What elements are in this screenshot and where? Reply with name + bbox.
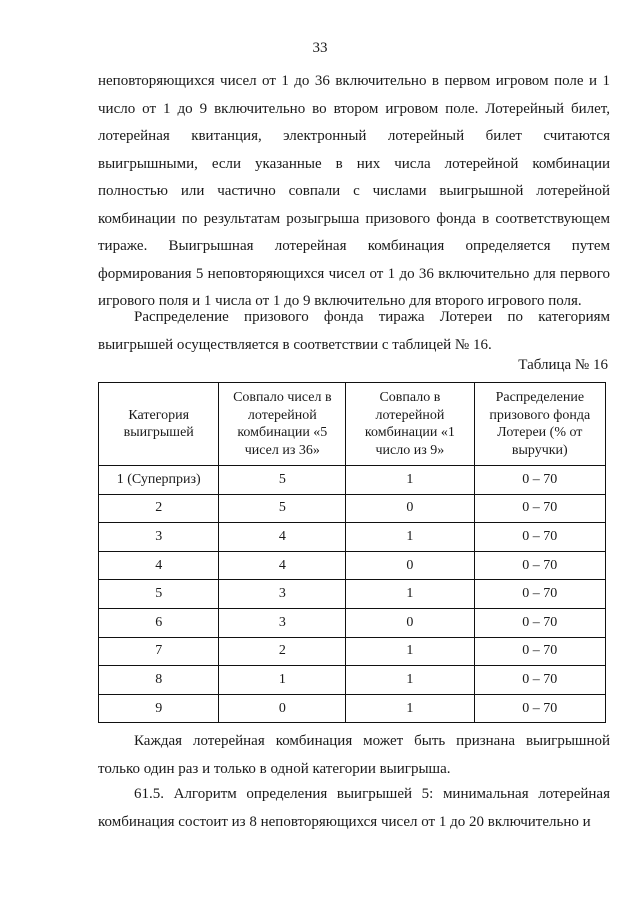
cell-matched-extra: 1 xyxy=(346,694,474,723)
table-header-row xyxy=(99,383,606,466)
cell-matched-main: 5 xyxy=(219,494,346,523)
cell-matched-main: 5 xyxy=(219,466,346,495)
cell-matched-extra: 1 xyxy=(346,580,474,609)
cell-matched-extra: 0 xyxy=(346,494,474,523)
cell-category: 2 xyxy=(99,494,219,523)
page-number: 33 xyxy=(312,40,328,56)
cell-category: 8 xyxy=(99,666,219,695)
cell-prize-share: 0 – 70 xyxy=(474,637,605,666)
header-matched-5-of-36: Совпало чисел в лотерейной комбинации «5 чисел из 36» xyxy=(219,383,346,466)
cell-category: 7 xyxy=(99,637,219,666)
prize-distribution-table xyxy=(98,382,606,723)
cell-prize-share: 0 – 70 xyxy=(474,580,605,609)
cell-category: 3 xyxy=(99,523,219,552)
cell-matched-extra: 1 xyxy=(346,666,474,695)
cell-prize-share: 0 – 70 xyxy=(474,466,605,495)
cell-matched-main: 4 xyxy=(219,523,346,552)
cell-prize-share: 0 – 70 xyxy=(474,694,605,723)
cell-matched-extra: 0 xyxy=(346,608,474,637)
paragraph-lottery-combination: неповторяющихся чисел от 1 до 36 включительно в первом игровом поле и 1 число от 1 до 9 включительно во втором игровом поле. Лотерейный билет, лотерейная квитанция, электронный лотерейный билет считаются выигрышными, если указанные в них числа лотерейной комбинации полностью или частично совпали с числами выигрышной лотерейной комбинации по результатам розыгрыша призового фонда в соответствующем тираже. Выигрышная лотерейная комбинация определяется путем формирования 5 неповторяющихся чисел от 1 до 36 включительно для первого игрового поля и 1 числа от 1 до 9 включительно для второго игрового поля. xyxy=(98,73,610,309)
cell-matched-main: 3 xyxy=(219,580,346,609)
paragraph-algorithm-5: 61.5. Алгоритм определения выигрышей 5: минимальная лотерейная комбинация состоит из 8 неповторяющихся чисел от 1 до 20 включительно и xyxy=(98,786,610,830)
cell-category: 9 xyxy=(99,694,219,723)
cell-matched-extra: 1 xyxy=(346,523,474,552)
table-row xyxy=(99,494,606,523)
table-row xyxy=(99,523,606,552)
cell-prize-share: 0 – 70 xyxy=(474,523,605,552)
cell-category: 4 xyxy=(99,551,219,580)
cell-prize-share: 0 – 70 xyxy=(474,666,605,695)
cell-prize-share: 0 – 70 xyxy=(474,494,605,523)
table-row xyxy=(99,551,606,580)
table-row xyxy=(99,608,606,637)
paragraph-single-win-rule: Каждая лотерейная комбинация может быть признана выигрышной только один раз и только в одной категории выигрыша. xyxy=(98,733,610,777)
cell-matched-extra: 0 xyxy=(346,551,474,580)
table-row xyxy=(99,694,606,723)
cell-category: 6 xyxy=(99,608,219,637)
header-category: Категория выигрышей xyxy=(99,383,219,466)
header-matched-1-of-9: Совпало в лотерейной комбинации «1 число из 9» xyxy=(346,383,474,466)
table-row xyxy=(99,666,606,695)
cell-matched-main: 3 xyxy=(219,608,346,637)
cell-matched-main: 4 xyxy=(219,551,346,580)
cell-category: 5 xyxy=(99,580,219,609)
cell-matched-extra: 1 xyxy=(346,466,474,495)
cell-prize-share: 0 – 70 xyxy=(474,551,605,580)
table-caption: Таблица № 16 xyxy=(518,357,608,373)
cell-prize-share: 0 – 70 xyxy=(474,608,605,637)
header-prize-share: Распределение призового фонда Лотереи (% от выручки) xyxy=(474,383,605,466)
cell-matched-main: 2 xyxy=(219,637,346,666)
table-row xyxy=(99,637,606,666)
table-row xyxy=(99,580,606,609)
cell-matched-main: 1 xyxy=(219,666,346,695)
paragraph-prize-distribution: Распределение призового фонда тиража Лотереи по категориям выигрышей осуществляется в соответствии с таблицей № 16. xyxy=(98,309,610,353)
cell-matched-main: 0 xyxy=(219,694,346,723)
table-row xyxy=(99,466,606,495)
cell-matched-extra: 1 xyxy=(346,637,474,666)
cell-category: 1 (Суперприз) xyxy=(99,466,219,495)
